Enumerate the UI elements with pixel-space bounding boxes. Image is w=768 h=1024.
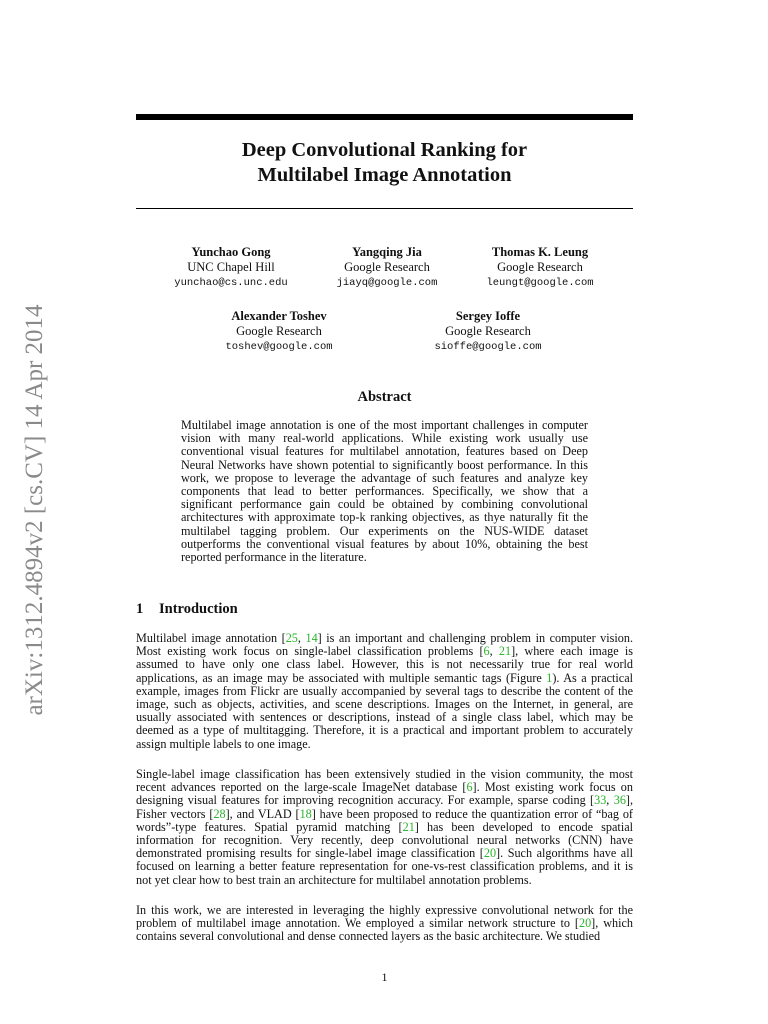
author-block — [388, 309, 588, 355]
abstract-text: Multilabel image annotation is one of the most important challenges in computer vision with many real-world applications. While existing work usually use conventional visual features for multilabel annotation, features based on Deep Neural Networks have shown potential to significantly boost performance. In this work, we propose to leverage the advantage of such features and analyze key components that lead to better performances. Specifically, we show that a significant performance gain could be obtained by combining convolutional architectures with approximate top-k ranking objectives, as thye naturally fit the multilabel tagging problem. Our experiments on the NUS-WIDE dataset outperforms the conventional visual features by about 10%, obtaining the best reported performance in the literature. — [181, 418, 588, 565]
section-number: 1 — [136, 601, 144, 617]
page-number: 1 — [381, 970, 388, 984]
author-name: Sergey Ioffe — [455, 309, 521, 323]
title-line-1: Deep Convolutional Ranking for — [241, 139, 528, 161]
abstract-heading: Abstract — [357, 389, 412, 405]
paper-title — [136, 138, 633, 188]
author-affiliation: UNC Chapel Hill — [187, 260, 275, 274]
author-block — [179, 309, 379, 355]
title-bottom-rule — [136, 208, 633, 209]
citation-link[interactable]: 1 — [546, 670, 553, 685]
arxiv-identifier: arXiv:1312.4894v2 [cs.CV] 14 Apr 2014 — [21, 304, 48, 716]
author-affiliation: Google Research — [236, 324, 322, 338]
intro-paragraph-2: Single-label image classification has been extensively studied in the vision community, the most recent advances reported on the large-scale ImageNet database [6]. Most existing work focus on designing visual features for improving recognition accuracy. For example, sparse coding [33, 36], Fisher vectors [28], and VLAD [18] have been proposed to reduce the quantization error of “bag of words”-type features. Spatial pyramid matching [21] has been developed to encode spatial information for recognition. Very recently, deep convolutional neural networks (CNN) have demonstrated promising results for single-label image classification [20]. Such algorithms have all focused on learning a better feature representation for one-vs-rest classification problems, and it is not yet clear how to best train an architecture for multilabel annotation problems. — [136, 767, 634, 887]
section-title: Introduction — [159, 601, 238, 617]
citation-link[interactable]: 28 — [213, 806, 226, 821]
citation-link[interactable]: 14 — [305, 631, 318, 645]
author-name: Yangqing Jia — [352, 245, 422, 259]
title-line-2: Multilabel Image Annotation — [257, 164, 512, 186]
author-email[interactable]: leungt@google.com — [486, 277, 594, 289]
citation-link[interactable]: 36 — [613, 793, 626, 808]
citation-link[interactable]: 33 — [594, 793, 607, 808]
intro-paragraph-1: Multilabel image annotation [25, 14] is an important and challenging problem in computer vision. Most existing work focus on single-label classification problems [6, 21], where each image is assumed to have only one class label. However, this is not necessarily true for real world applications, as an image may be associated with multiple semantic tags (Figure 1). As a practical example, images from Flickr are usually accompanied by several tags to describe the content of the image, such as objects, activities, and scene descriptions. Images on the Internet, in general, are usually associated with sentences or descriptions, instead of a single class label, which may be deemed as a type of multitagging. Therefore, it is a practical and important problem to accurately assign multiple labels to one image. — [136, 631, 634, 751]
citation-link[interactable]: 25 — [285, 631, 298, 645]
intro-paragraph-3: In this work, we are interested in leveraging the highly expressive convolutional network for the problem of multilabel image annotation. We employed a similar network structure to [20], which contains several convolutional and dense connected layers as the basic architecture. We studied — [136, 903, 633, 944]
citation-link[interactable]: 21 — [498, 644, 512, 659]
author-name: Thomas K. Leung — [491, 245, 589, 259]
citation-link[interactable]: 21 — [402, 819, 415, 834]
citation-link[interactable]: 20 — [483, 846, 497, 861]
author-affiliation: Google Research — [344, 260, 430, 274]
author-email[interactable]: toshev@google.com — [225, 341, 333, 353]
citation-link[interactable]: 20 — [578, 916, 592, 931]
author-affiliation: Google Research — [497, 260, 583, 274]
author-affiliation: Google Research — [445, 324, 531, 338]
citation-link[interactable]: 6 — [483, 644, 490, 659]
citation-link[interactable]: 18 — [299, 806, 312, 821]
author-email[interactable]: jiayq@google.com — [336, 277, 438, 289]
title-top-rule — [136, 114, 633, 120]
author-email[interactable]: sioffe@google.com — [434, 341, 542, 353]
citation-link[interactable]: 6 — [466, 780, 473, 795]
author-email[interactable]: yunchao@cs.unc.edu — [174, 277, 288, 289]
author-block — [440, 245, 640, 291]
author-name: Yunchao Gong — [191, 245, 271, 259]
section-heading-introduction — [136, 601, 238, 618]
author-name: Alexander Toshev — [231, 309, 327, 323]
